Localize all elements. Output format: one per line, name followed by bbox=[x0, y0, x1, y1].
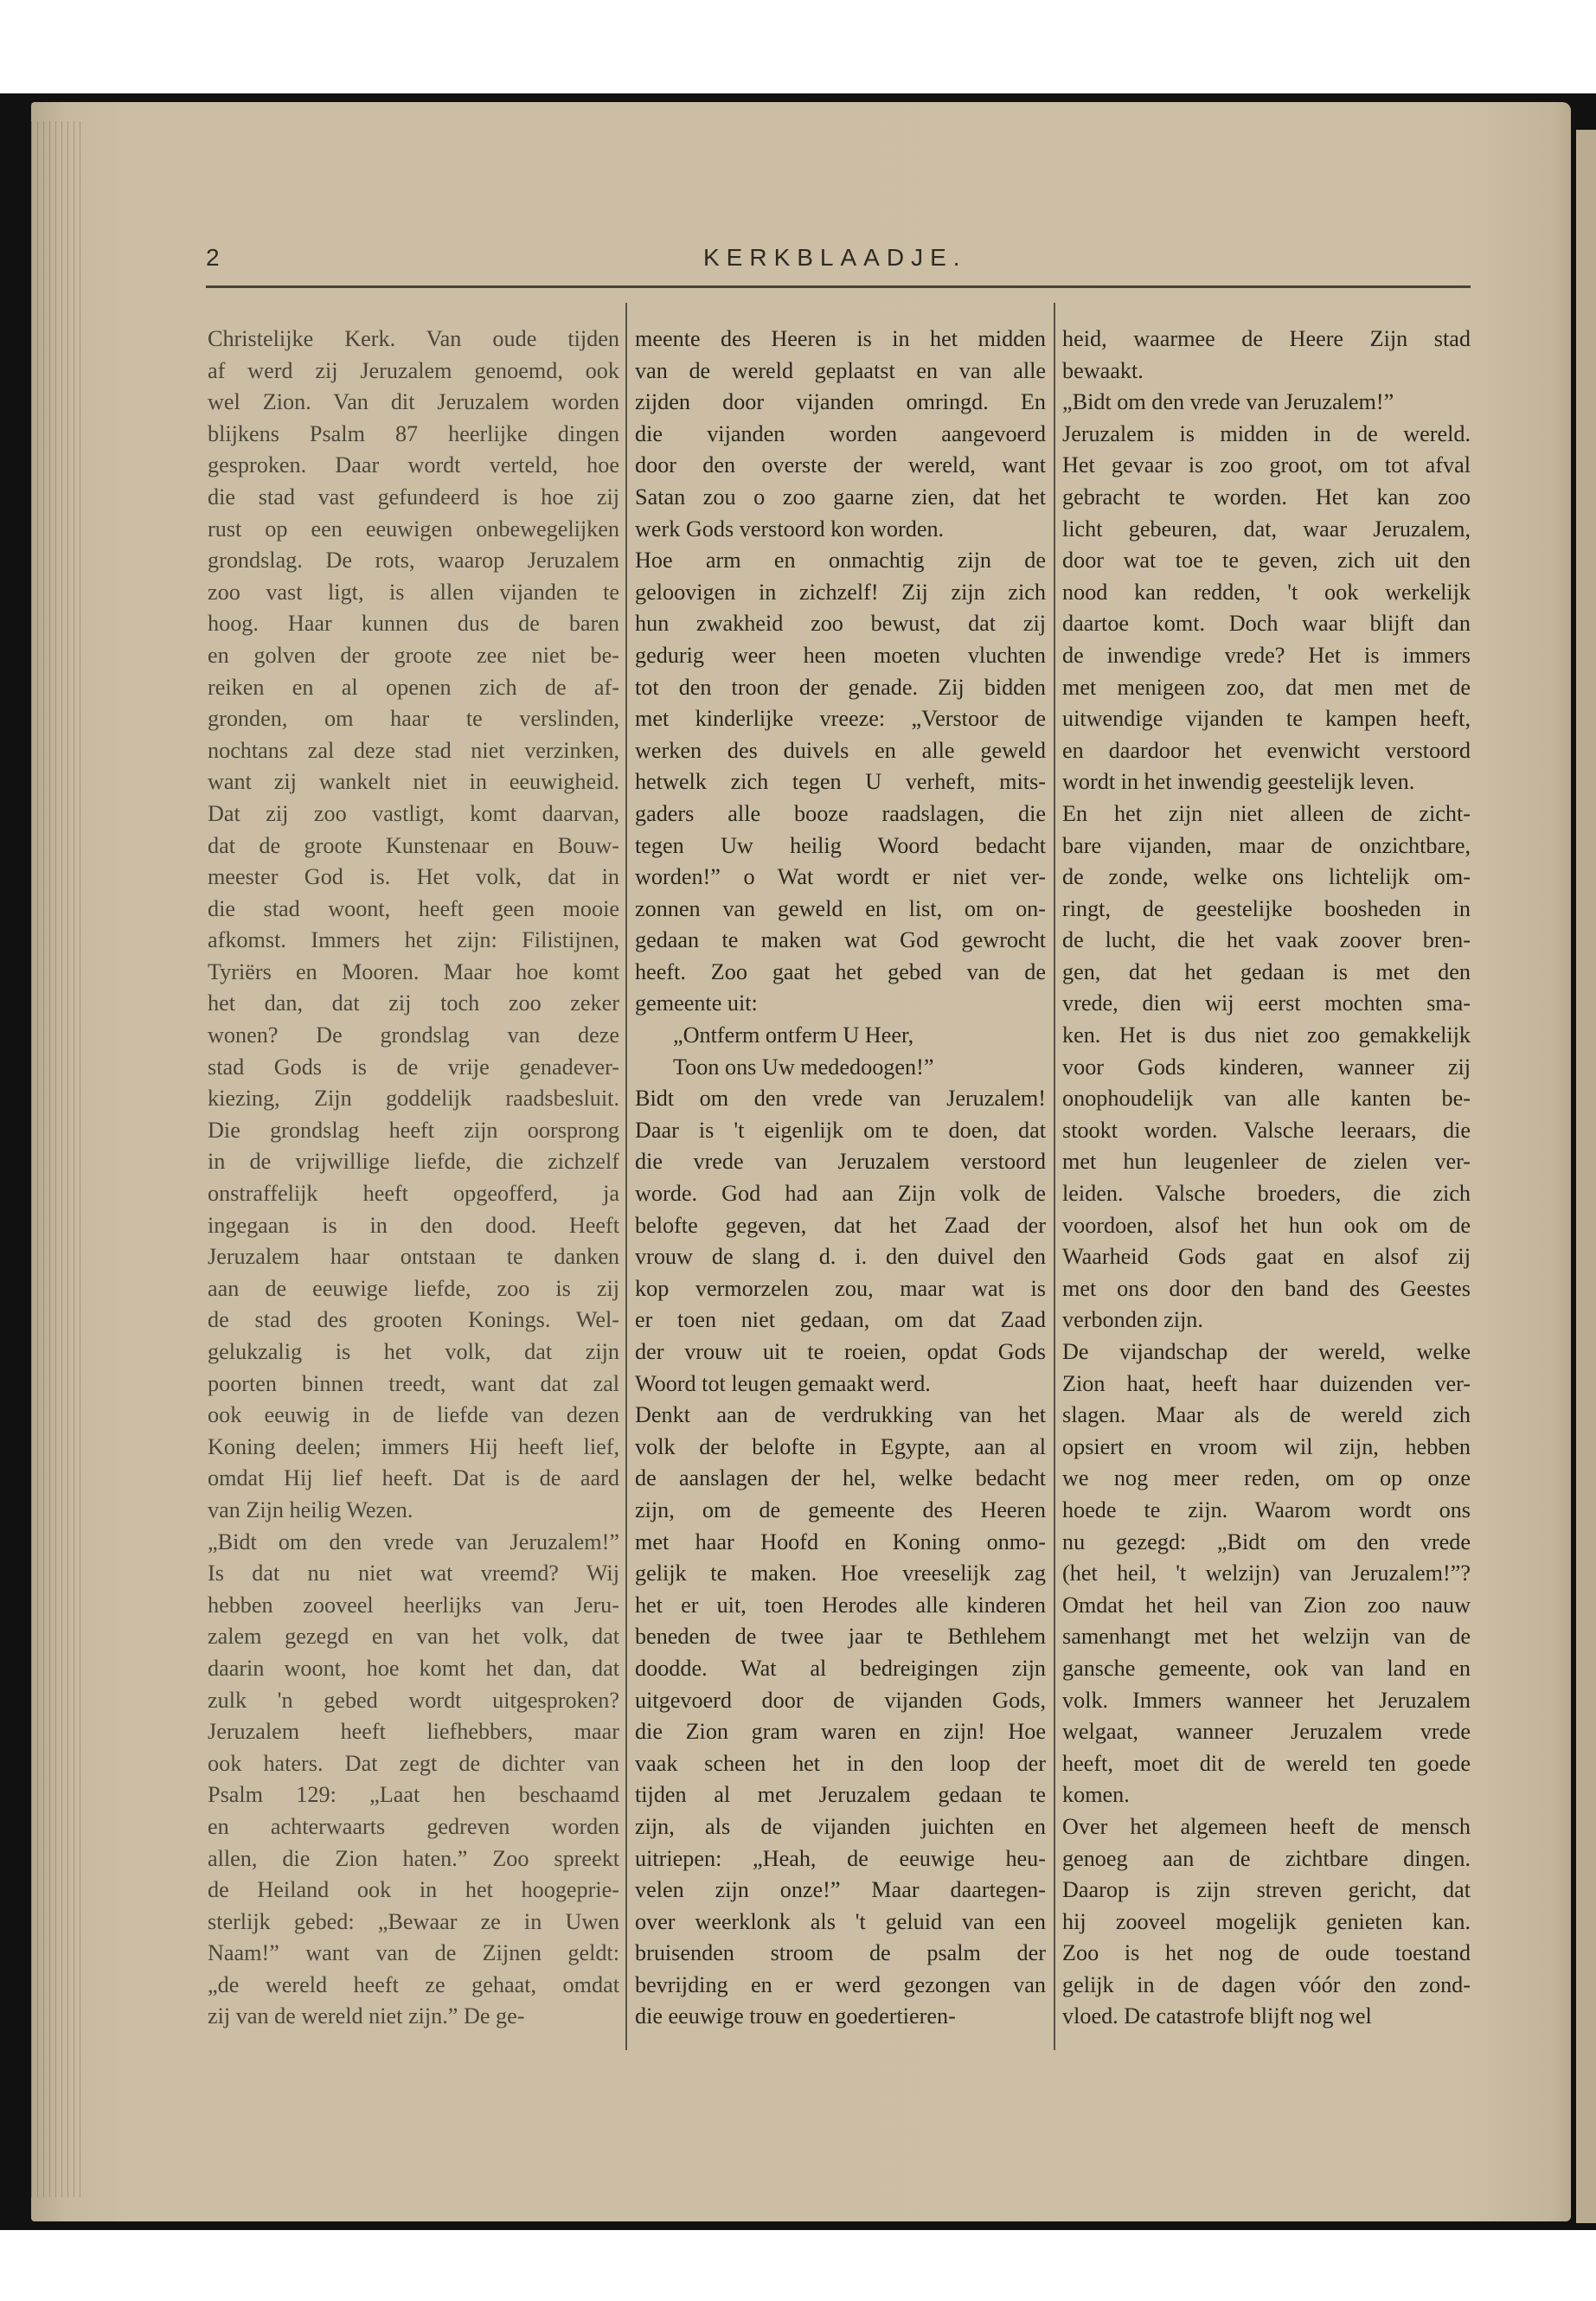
text-line: daartoe komt. Doch waar blijft dan bbox=[1062, 611, 1471, 637]
text-line: Jeruzalem is midden in de wereld. bbox=[1062, 420, 1471, 446]
text-line: kiezing, Zijn goddelijk raadsbesluit. bbox=[208, 1086, 619, 1112]
text-line: Christelijke Kerk. Van oude tijden bbox=[208, 326, 619, 351]
text-line: tot den troon der genade. Zij bidden bbox=[635, 674, 1046, 700]
text-line: uitriepen: „Heah, de eeuwige heu- bbox=[635, 1845, 1046, 1871]
text-line: De vijandschap der wereld, welke bbox=[1062, 1339, 1471, 1364]
text-line: nu gezegd: „Bidt om den vrede bbox=[1062, 1529, 1471, 1554]
text-line: we nog meer reden, om op onze bbox=[1062, 1465, 1471, 1491]
text-line: Woord tot leugen gemaakt werd. bbox=[635, 1370, 931, 1396]
text-line: die stad vast gefundeerd is hoe zij bbox=[208, 484, 619, 510]
text-line: Satan zou o zoo gaarne zien, dat het bbox=[635, 484, 1046, 510]
text-line: grondslag. De rots, waarop Jeruzalem bbox=[208, 548, 619, 574]
text-line: gaders alle booze raadslagen, die bbox=[635, 800, 1046, 826]
text-line: genoeg aan de zichtbare dingen. bbox=[1062, 1845, 1471, 1871]
text-line: de Heiland ook in het hoogeprie- bbox=[208, 1877, 619, 1903]
text-line: de stad des grooten Konings. Wel- bbox=[208, 1307, 619, 1333]
text-line: en golven der groote zee niet be- bbox=[208, 642, 619, 668]
text-line: dat de groote Kunstenaar en Bouw- bbox=[208, 832, 619, 858]
text-line: voor Gods kinderen, wanneer zij bbox=[1062, 1054, 1471, 1080]
text-line: zijden door vijanden omringd. En bbox=[635, 389, 1046, 415]
text-line: de zonde, welke ons lichtelijk om- bbox=[1062, 864, 1471, 890]
text-line: Psalm 129: „Laat hen beschaamd bbox=[208, 1782, 619, 1808]
text-line: bewaakt. bbox=[1062, 357, 1144, 383]
text-line: tegen Uw heilig Woord bedacht bbox=[635, 832, 1046, 858]
text-line: Toon ons Uw mededoogen!” bbox=[673, 1054, 934, 1080]
running-title: KERKBLAADJE. bbox=[703, 244, 967, 271]
text-line: welgaat, wanneer Jeruzalem vrede bbox=[1062, 1719, 1471, 1745]
text-line: Het gevaar is zoo groot, om tot afval bbox=[1062, 452, 1471, 478]
text-line: van de wereld geplaatst en van alle bbox=[635, 357, 1046, 383]
text-line: Bidt om den vrede van Jeruzalem! bbox=[635, 1086, 1046, 1112]
text-line: met kinderlijke vreeze: „Verstoor de bbox=[635, 706, 1046, 732]
text-line: van Zijn heilig Wezen. bbox=[208, 1497, 413, 1522]
text-column-2 bbox=[635, 324, 1046, 2033]
text-line: blijkens Psalm 87 heerlijke dingen bbox=[208, 420, 619, 446]
text-line: gelijk te maken. Hoe vreeselijk zag bbox=[635, 1561, 1046, 1586]
text-line: gedurig weer heen moeten vluchten bbox=[635, 642, 1046, 668]
text-line: leiden. Valsche broeders, die zich bbox=[1062, 1181, 1471, 1207]
text-line: Tyriërs en Mooren. Maar hoe komt bbox=[208, 958, 619, 984]
text-line: belofte gegeven, dat het Zaad der bbox=[635, 1212, 1046, 1238]
text-line: onophoudelijk van alle kanten be- bbox=[1062, 1086, 1471, 1112]
text-line: meente des Heeren is in het midden bbox=[635, 326, 1046, 351]
text-line: voordoen, alsof het hun ook om de bbox=[1062, 1212, 1471, 1238]
text-line: heeft, moet dit de wereld ten goede bbox=[1062, 1750, 1471, 1776]
text-line: met menigeen zoo, dat men met de bbox=[1062, 674, 1471, 700]
text-line: slagen. Maar als de wereld zich bbox=[1062, 1402, 1471, 1428]
text-line: beneden de twee jaar te Bethlehem bbox=[635, 1624, 1046, 1650]
text-line: vrede, dien wij eerst mochten sma- bbox=[1062, 990, 1471, 1016]
text-line: want zij wankelt niet in eeuwigheid. bbox=[208, 769, 619, 795]
text-line: die Zion gram waren en zijn! Hoe bbox=[635, 1719, 1046, 1745]
text-line: omdat Hij lief heeft. Dat is de aard bbox=[208, 1465, 619, 1491]
text-line: tijden al met Jeruzalem gedaan te bbox=[635, 1782, 1046, 1808]
text-line: Jeruzalem heeft liefhebbers, maar bbox=[208, 1719, 619, 1745]
text-line: Over het algemeen heeft de mensch bbox=[1062, 1813, 1471, 1839]
text-line: zijn, om de gemeente des Heeren bbox=[635, 1497, 1046, 1522]
text-line: gebracht te worden. Het kan zoo bbox=[1062, 484, 1471, 510]
text-line: met haar Hoofd en Koning onmo- bbox=[635, 1529, 1046, 1554]
adjacent-page-edge bbox=[1576, 130, 1596, 2223]
text-line: zulk 'n gebed wordt uitgesproken? bbox=[208, 1687, 619, 1713]
text-line: vaak scheen het in den loop der bbox=[635, 1750, 1046, 1776]
text-line: „Bidt om den vrede van Jeruzalem!” bbox=[208, 1529, 619, 1554]
text-line: rust op een eeuwigen onbewegelijken bbox=[208, 516, 619, 542]
text-line: er toen niet gedaan, om dat Zaad bbox=[635, 1307, 1046, 1333]
text-line: gesproken. Daar wordt verteld, hoe bbox=[208, 452, 619, 478]
text-line: der vrouw uit te roeien, opdat Gods bbox=[635, 1339, 1046, 1364]
text-line: ook eeuwig in de liefde van dezen bbox=[208, 1402, 619, 1428]
text-line: sterlijk gebed: „Bewaar ze in Uwen bbox=[208, 1908, 619, 1934]
text-line: opsiert en vroom wil zijn, hebben bbox=[1062, 1433, 1471, 1459]
text-line: met hun leugenleer de zielen ver- bbox=[1062, 1149, 1471, 1175]
text-column-1 bbox=[208, 324, 619, 2033]
text-line: worde. God had aan Zijn volk de bbox=[635, 1181, 1046, 1207]
text-line: geloovigen in zichzelf! Zij zijn zich bbox=[635, 579, 1046, 605]
text-line: kop vermorzelen zou, maar wat is bbox=[635, 1275, 1046, 1301]
text-line: stad Gods is de vrije genadever- bbox=[208, 1054, 619, 1080]
text-line: reiken en al openen zich de af- bbox=[208, 674, 619, 700]
text-column-3 bbox=[1062, 324, 1471, 2033]
text-line: hetwelk zich tegen U verheft, mits- bbox=[635, 769, 1046, 795]
text-line: verbonden zijn. bbox=[1062, 1307, 1203, 1333]
page-header bbox=[206, 244, 1469, 279]
text-line: velen zijn onze!” Maar daartegen- bbox=[635, 1877, 1046, 1903]
text-line: de lucht, die het vaak zoover bren- bbox=[1062, 927, 1471, 953]
text-line: werk Gods verstoord kon worden. bbox=[635, 516, 945, 542]
text-line: bare vijanden, maar de onzichtbare, bbox=[1062, 832, 1471, 858]
text-line: allen, die Zion haten.” Zoo spreekt bbox=[208, 1845, 619, 1871]
text-line: zij van de wereld niet zijn.” De ge- bbox=[208, 2003, 525, 2029]
text-line: hij zooveel mogelijk genieten kan. bbox=[1062, 1908, 1471, 1934]
text-line: onstraffelijk heeft opgeofferd, ja bbox=[208, 1181, 619, 1207]
text-line: Denkt aan de verdrukking van het bbox=[635, 1402, 1046, 1428]
text-line: poorten binnen treedt, want dat zal bbox=[208, 1370, 619, 1396]
text-line: gelukzalig is het volk, dat zijn bbox=[208, 1339, 619, 1364]
text-line: ingegaan is in den dood. Heeft bbox=[208, 1212, 619, 1238]
text-line: vloed. De catastrofe blijft nog wel bbox=[1062, 2003, 1372, 2029]
text-line: Koning deelen; immers Hij heeft lief, bbox=[208, 1433, 619, 1459]
text-line: met ons door den band des Geestes bbox=[1062, 1275, 1471, 1301]
text-line: hebben zooveel heerlijks van Jeru- bbox=[208, 1592, 619, 1618]
text-line: zalem gezegd en van het volk, dat bbox=[208, 1624, 619, 1650]
column-rule-2 bbox=[1054, 303, 1055, 2050]
text-line: samenhangt met het welzijn van de bbox=[1062, 1624, 1471, 1650]
text-line: En het zijn niet alleen de zicht- bbox=[1062, 800, 1471, 826]
text-line: in de vrijwillige liefde, die zichzelf bbox=[208, 1149, 619, 1175]
text-line: licht gebeuren, dat, waar Jeruzalem, bbox=[1062, 516, 1471, 542]
text-line: zonnen van geweld en list, om on- bbox=[635, 895, 1046, 921]
text-line: de aanslagen der hel, welke bedacht bbox=[635, 1465, 1046, 1491]
text-line: aan de eeuwige liefde, zoo is zij bbox=[208, 1275, 619, 1301]
text-line: „Ontferm ontferm U Heer, bbox=[673, 1022, 914, 1048]
text-line: Daar is 't eigenlijk om te doen, dat bbox=[635, 1117, 1046, 1143]
text-line: vrouw de slang d. i. den duivel den bbox=[635, 1244, 1046, 1270]
text-line: wonen? De grondslag van deze bbox=[208, 1022, 619, 1048]
text-line: die stad woont, heeft geen mooie bbox=[208, 895, 619, 921]
text-line: Dat zij zoo vastligt, komt daarvan, bbox=[208, 800, 619, 826]
text-line: afkomst. Immers het zijn: Filistijnen, bbox=[208, 927, 619, 953]
text-line: die vijanden worden aangevoerd bbox=[635, 420, 1046, 446]
text-line: hoede te zijn. Waarom wordt ons bbox=[1062, 1497, 1471, 1522]
text-line: „Bidt om den vrede van Jeruzalem!” bbox=[1062, 389, 1394, 415]
text-line: nood kan redden, 't ook werkelijk bbox=[1062, 579, 1471, 605]
text-line: door den overste der wereld, want bbox=[635, 452, 1046, 478]
text-line: af werd zij Jeruzalem genoemd, ook bbox=[208, 357, 619, 383]
text-line: heeft. Zoo gaat het gebed van de bbox=[635, 958, 1046, 984]
page-stack-edge bbox=[31, 121, 83, 2197]
text-line: heid, waarmee de Heere Zijn stad bbox=[1062, 326, 1471, 351]
text-line: wordt in het inwendig geestelijk leven. bbox=[1062, 769, 1415, 795]
text-line: stookt worden. Valsche leeraars, die bbox=[1062, 1117, 1471, 1143]
text-line: hun zwakheid zoo bewust, dat zij bbox=[635, 611, 1046, 637]
text-line: gelijk in de dagen vóór den zond- bbox=[1062, 1971, 1471, 1997]
text-line: Naam!” want van de Zijnen geldt: bbox=[208, 1940, 619, 1966]
header-rule bbox=[206, 285, 1471, 288]
text-line: het dan, dat zij toch zoo zeker bbox=[208, 990, 619, 1016]
text-line: Daarop is zijn streven gericht, dat bbox=[1062, 1877, 1471, 1903]
text-line: worden!” o Wat wordt er niet ver- bbox=[635, 864, 1046, 890]
text-line: ringt, de geestelijke boosheden in bbox=[1062, 895, 1471, 921]
text-line: daarin woont, hoe komt het dan, dat bbox=[208, 1655, 619, 1681]
text-line: nochtans zal deze stad niet verzinken, bbox=[208, 737, 619, 763]
text-line: meester God is. Het volk, dat in bbox=[208, 864, 619, 890]
text-line: gedaan te maken wat God gewrocht bbox=[635, 927, 1046, 953]
text-line: (het heil, 't welzijn) van Jeruzalem!”? bbox=[1062, 1561, 1471, 1586]
text-line: het er uit, toen Herodes alle kinderen bbox=[635, 1592, 1046, 1618]
text-line: gansche gemeente, ook van land en bbox=[1062, 1655, 1471, 1681]
text-line: wel Zion. Van dit Jeruzalem worden bbox=[208, 389, 619, 415]
text-line: over weerklonk als 't geluid van een bbox=[635, 1908, 1046, 1934]
text-line: werken des duivels en alle geweld bbox=[635, 737, 1046, 763]
text-line: ken. Het is dus niet zoo gemakkelijk bbox=[1062, 1022, 1471, 1048]
text-line: gronden, om haar te verslinden, bbox=[208, 706, 619, 732]
text-line: komen. bbox=[1062, 1782, 1130, 1808]
page-number: 2 bbox=[206, 244, 220, 271]
text-line: Zoo is het nog de oude toestand bbox=[1062, 1940, 1471, 1966]
text-line: en achterwaarts gedreven worden bbox=[208, 1813, 619, 1839]
text-line: zijn, als de vijanden juichten en bbox=[635, 1813, 1046, 1839]
text-line: volk. Immers wanneer het Jeruzalem bbox=[1062, 1687, 1471, 1713]
text-line: door wat toe te geven, zich uit den bbox=[1062, 548, 1471, 574]
column-rule-1 bbox=[625, 303, 627, 2050]
text-line: de inwendige vrede? Het is immers bbox=[1062, 642, 1471, 668]
text-line: gen, dat het gedaan is met den bbox=[1062, 958, 1471, 984]
text-line: en daardoor het evenwicht verstoord bbox=[1062, 737, 1471, 763]
text-line: Is dat nu niet wat vreemd? Wij bbox=[208, 1561, 619, 1586]
text-line: bevrijding en er werd gezongen van bbox=[635, 1971, 1046, 1997]
text-line: ook haters. Dat zegt de dichter van bbox=[208, 1750, 619, 1776]
text-line: volk der belofte in Egypte, aan al bbox=[635, 1433, 1046, 1459]
text-line: Omdat het heil van Zion zoo nauw bbox=[1062, 1592, 1471, 1618]
text-line: gemeente uit: bbox=[635, 990, 758, 1016]
text-line: uitwendige vijanden te kampen heeft, bbox=[1062, 706, 1471, 732]
text-line: Hoe arm en onmachtig zijn de bbox=[635, 548, 1046, 574]
text-line: die vrede van Jeruzalem verstoord bbox=[635, 1149, 1046, 1175]
text-line: „de wereld heeft ze gehaat, omdat bbox=[208, 1971, 619, 1997]
text-line: bruisenden stroom de psalm der bbox=[635, 1940, 1046, 1966]
text-line: Waarheid Gods gaat en alsof zij bbox=[1062, 1244, 1471, 1270]
text-line: doodde. Wat al bedreigingen zijn bbox=[635, 1655, 1046, 1681]
text-line: die eeuwige trouw en goedertieren- bbox=[635, 2003, 956, 2029]
text-line: Die grondslag heeft zijn oorsprong bbox=[208, 1117, 619, 1143]
text-line: Zion haat, heeft haar duizenden ver- bbox=[1062, 1370, 1471, 1396]
text-line: Jeruzalem haar ontstaan te danken bbox=[208, 1244, 619, 1270]
text-line: zoo vast ligt, is allen vijanden te bbox=[208, 579, 619, 605]
text-line: hoog. Haar kunnen dus de baren bbox=[208, 611, 619, 637]
text-line: uitgevoerd door de vijanden Gods, bbox=[635, 1687, 1046, 1713]
